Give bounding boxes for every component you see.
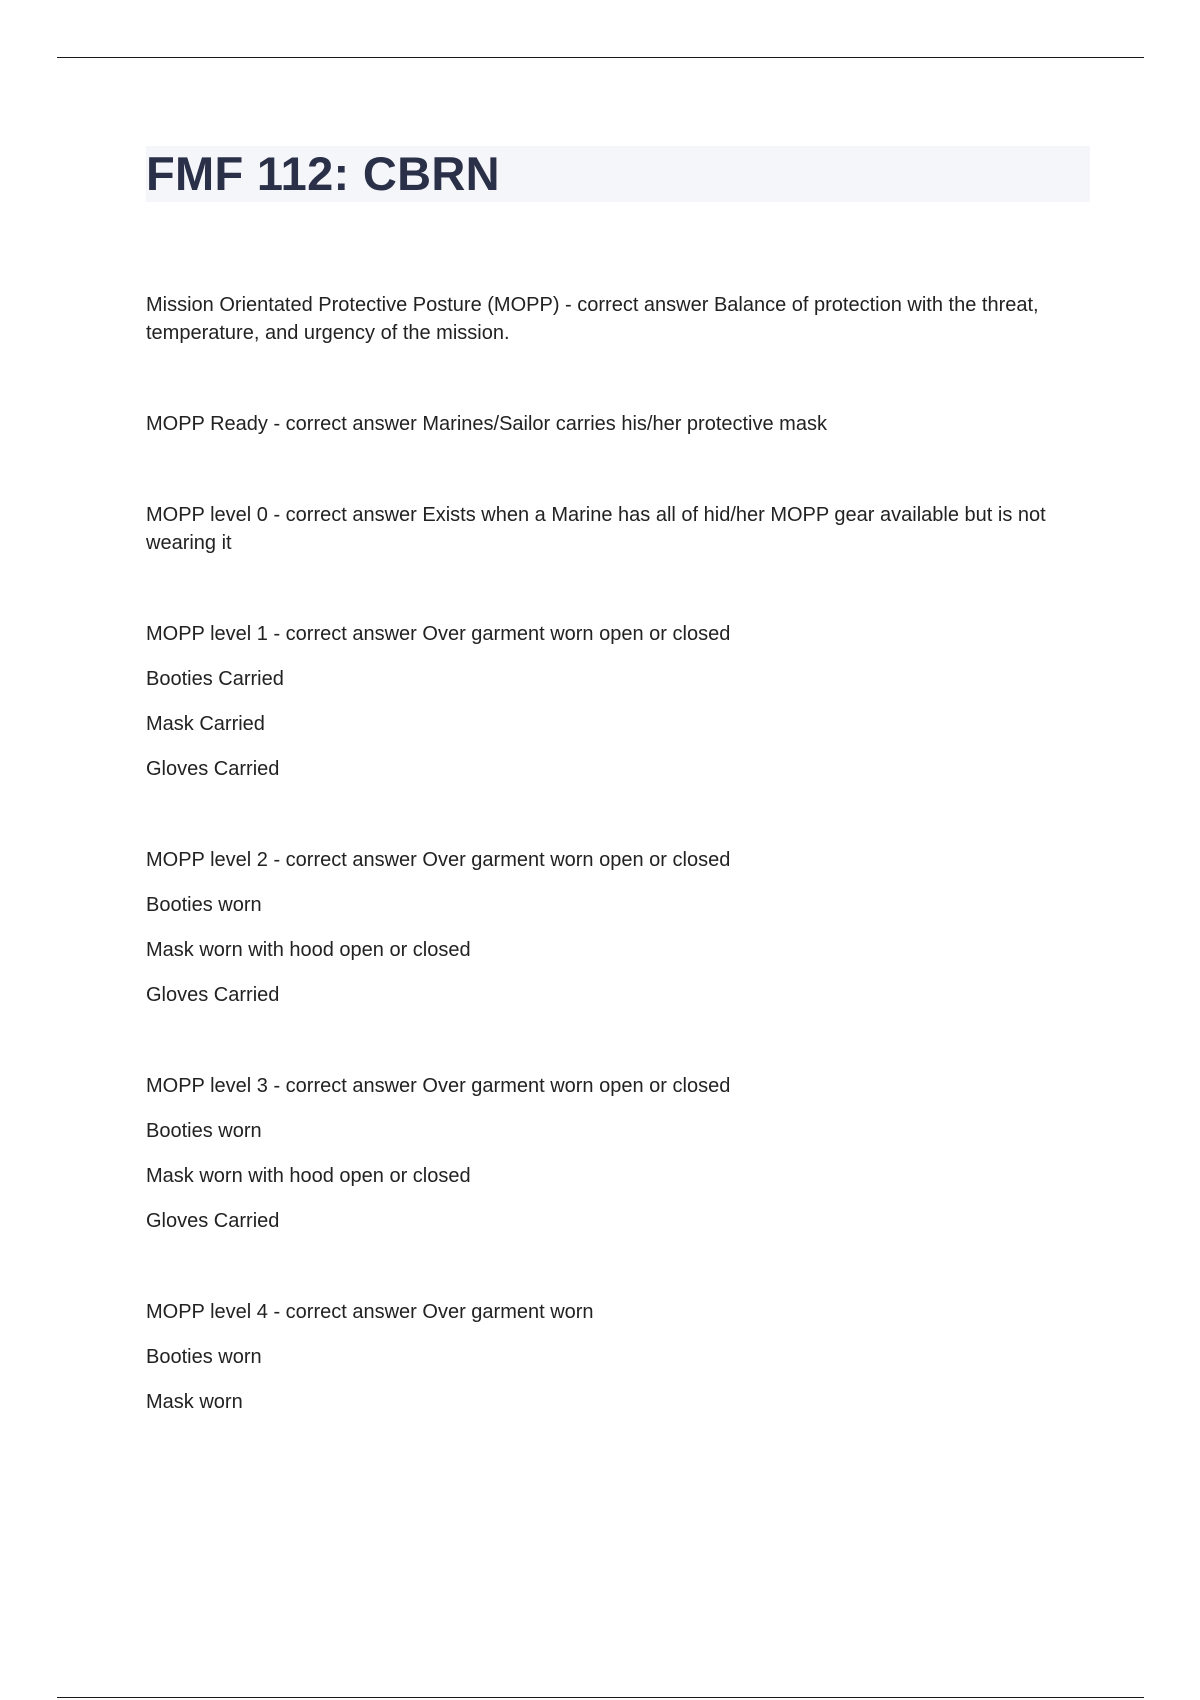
flashcard-entry-mopp-level-3 — [146, 1072, 1090, 1235]
entry-line: MOPP level 0 - correct answer Exists when a Marine has all of hid/her MOPP gear available but is not — [146, 504, 1046, 526]
entry-line: Gloves Carried — [146, 1210, 280, 1232]
entry-line: Mask worn — [146, 1391, 243, 1413]
flashcard-entry-mopp-level-2 — [146, 846, 1090, 1009]
entry-line: Mask Carried — [146, 713, 265, 735]
entry-line: MOPP level 3 - correct answer Over garment worn open or closed — [146, 1075, 731, 1097]
entry-line: Booties Carried — [146, 668, 284, 690]
entry-line: MOPP level 4 - correct answer Over garment worn — [146, 1301, 594, 1323]
title-band — [146, 146, 1090, 202]
footer-rule — [57, 1697, 1144, 1698]
flashcard-list — [146, 291, 1090, 1416]
flashcard-entry-mopp-level-4 — [146, 1298, 1090, 1416]
flashcard-entry-mopp — [146, 291, 1090, 347]
document-body — [146, 146, 1090, 1479]
entry-line: MOPP level 1 - correct answer Over garment worn open or closed — [146, 623, 731, 645]
header-rule — [57, 57, 1144, 58]
flashcard-entry-mopp-ready — [146, 410, 1090, 438]
entry-line: temperature, and urgency of the mission. — [146, 322, 510, 344]
entry-line: wearing it — [146, 532, 232, 554]
entry-line: Booties worn — [146, 1120, 262, 1142]
flashcard-entry-mopp-level-0 — [146, 501, 1090, 557]
entry-line: Mask worn with hood open or closed — [146, 939, 471, 961]
page-title: FMF 112: CBRN — [146, 147, 500, 200]
flashcard-entry-mopp-level-1 — [146, 620, 1090, 783]
entry-line: Mask worn with hood open or closed — [146, 1165, 471, 1187]
entry-line: Gloves Carried — [146, 758, 280, 780]
entry-line: MOPP level 2 - correct answer Over garment worn open or closed — [146, 849, 731, 871]
entry-line: Booties worn — [146, 1346, 262, 1368]
entry-line: Gloves Carried — [146, 984, 280, 1006]
entry-line: MOPP Ready - correct answer Marines/Sailor carries his/her protective mask — [146, 413, 827, 435]
entry-line: Booties worn — [146, 894, 262, 916]
entry-line: Mission Orientated Protective Posture (MOPP) - correct answer Balance of protection with the threat, — [146, 294, 1039, 316]
